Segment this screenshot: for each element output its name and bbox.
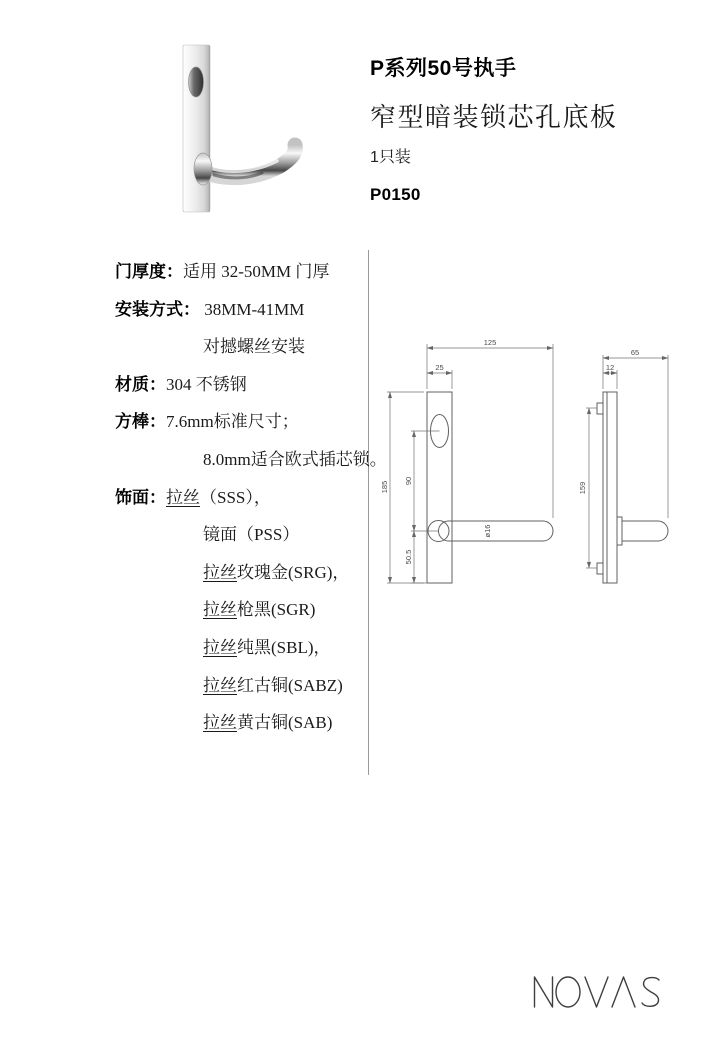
product-name: 窄型暗装锁芯孔底板 [370, 103, 618, 132]
novas-logo-graphic [533, 974, 665, 1010]
dim-overall-height: 185 [380, 480, 389, 494]
spec-value: 纯黑(SBL)， [237, 637, 331, 657]
pack-quantity: 1只装 [370, 149, 411, 166]
spec-underlined-value: 拉丝 [203, 600, 237, 620]
spec-underlined-value: 拉丝 [203, 675, 237, 695]
side-collar [617, 517, 622, 545]
spec-line-door-thickness [115, 262, 367, 282]
lever-grip [204, 145, 295, 178]
product-photo [170, 25, 310, 225]
spec-line-mounting-cont [115, 337, 367, 357]
spec-label: 门厚度： [115, 262, 183, 281]
technical-drawings [380, 335, 720, 615]
logo-letter-o [556, 977, 580, 1007]
front-view-dimensions [387, 344, 553, 583]
spec-underlined-value: 拉丝 [203, 637, 237, 657]
front-plate-outline [427, 392, 452, 583]
dim-plate-width: 25 [435, 363, 444, 372]
logo-letter-v [585, 977, 608, 1007]
spec-line-spindle [115, 412, 367, 432]
dim-overall-depth: 65 [630, 348, 640, 357]
dim-cylinder-to-lever: 90 [404, 476, 413, 486]
spec-line-finish-sbl [115, 638, 367, 658]
spec-line-material [115, 375, 367, 395]
spec-value: 镜面（PSS） [203, 525, 300, 545]
dim-overall-width: 125 [483, 338, 497, 347]
spec-line-finish-srg [115, 563, 367, 583]
spec-line-finish-pss [115, 525, 367, 545]
handle-rose [194, 153, 212, 185]
spec-line-finish-sab [115, 713, 367, 733]
logo-letter-a [612, 977, 635, 1007]
spec-line-spindle-cont [115, 449, 387, 470]
dimension-drawing [380, 335, 720, 615]
side-view [597, 392, 668, 583]
spec-line-finish-sabz [115, 676, 367, 696]
dim-fixing-centres: 159 [578, 481, 587, 495]
spec-value: 枪黑(SGR) [237, 600, 316, 620]
spec-line-finish-sss [115, 488, 367, 508]
spec-value: 对撼螺丝安装 [203, 337, 305, 357]
dim-lever-diameter: ø16 [483, 524, 492, 538]
vertical-divider [368, 250, 369, 775]
spec-value: （SSS）， [200, 487, 271, 507]
spec-label: 饰面： [115, 487, 166, 507]
side-view-dimensions [586, 355, 668, 568]
spec-line-mounting [115, 300, 367, 320]
spec-value: 玫瑰金(SRG)， [237, 562, 350, 582]
front-lever-outline [439, 521, 554, 541]
front-view [427, 392, 553, 583]
logo-letter-n [535, 977, 553, 1007]
side-screw-bottom [597, 563, 603, 574]
spec-label: 方棒： [115, 412, 166, 432]
spec-value: 8.0mm适合欧式插芯锁。 [203, 449, 387, 469]
spec-label: 安装方式： [115, 299, 200, 319]
spec-label: 材质： [115, 374, 166, 394]
spec-value: 适用 32-50MM 门厚 [183, 262, 330, 281]
lever-handle-photo-graphic [170, 25, 310, 225]
series-title: P系列50号执手 [370, 57, 517, 80]
novas-logo [533, 974, 665, 1010]
spec-underlined-value: 拉丝 [203, 562, 237, 582]
cylinder-hole [189, 67, 204, 97]
side-screw-top [597, 403, 603, 414]
spec-line-finish-sgr [115, 600, 367, 620]
side-plate-outline [603, 392, 617, 583]
spec-value: 红古铜(SABZ) [237, 675, 343, 695]
spec-value: 黄古铜(SAB) [237, 713, 333, 733]
spec-underlined-value: 拉丝 [203, 713, 237, 733]
spec-underlined-value: 拉丝 [166, 487, 200, 507]
logo-letter-s [642, 978, 659, 1007]
spec-value: 7.6mm标准尺寸； [166, 412, 299, 432]
dim-lever-to-bottom: 50.5 [404, 549, 413, 565]
spec-value: 304 不锈钢 [166, 374, 247, 394]
title-block [370, 56, 670, 205]
model-number: P0150 [370, 185, 421, 204]
dim-plate-thickness: 12 [605, 363, 615, 372]
spec-value: 38MM-41MM [200, 299, 305, 319]
side-grip [622, 521, 668, 541]
